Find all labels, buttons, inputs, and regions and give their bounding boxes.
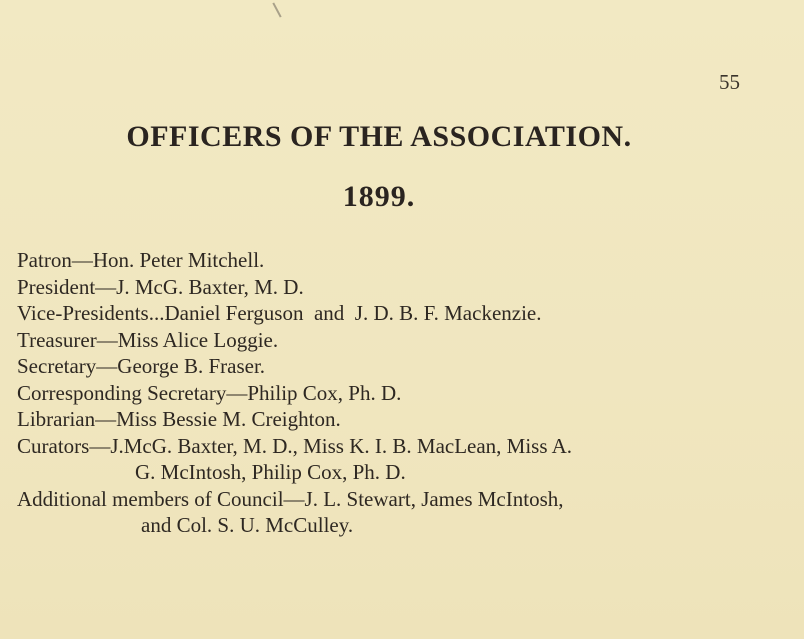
officer-line-curators: Curators—J.McG. Baxter, M. D., Miss K. I. B. MacLean, Miss A. <box>17 433 573 458</box>
stray-mark <box>272 2 281 17</box>
officer-line-president: President—J. McG. Baxter, M. D. <box>17 274 304 299</box>
officers-list <box>17 247 757 539</box>
year-heading: 1899. <box>342 180 416 213</box>
officer-line-librarian: Librarian—Miss Bessie M. Creighton. <box>17 407 341 431</box>
officer-line-corresponding-secretary: Corresponding Secretary—Philip Cox, Ph. D. <box>17 380 402 405</box>
officer-line-secretary: Secretary—George B. Fraser. <box>17 354 266 378</box>
officer-line-vice-presidents: Vice-Presidents...Daniel Ferguson and J. D. B. F. Mackenzie. <box>17 301 542 325</box>
page-number: 55 <box>719 70 740 94</box>
officer-line-patron: Patron—Hon. Peter Mitchell. <box>17 248 265 272</box>
officer-line-council-continued: and Col. S. U. McCulley. <box>141 513 354 537</box>
officer-line-council: Additional members of Council—J. L. Stewart, James McIntosh, <box>17 486 564 511</box>
officer-line-treasurer: Treasurer—Miss Alice Loggie. <box>17 327 279 352</box>
officer-line-curators-continued: G. McIntosh, Philip Cox, Ph. D. <box>135 460 406 484</box>
page-title: OFFICERS OF THE ASSOCIATION. <box>126 120 632 153</box>
